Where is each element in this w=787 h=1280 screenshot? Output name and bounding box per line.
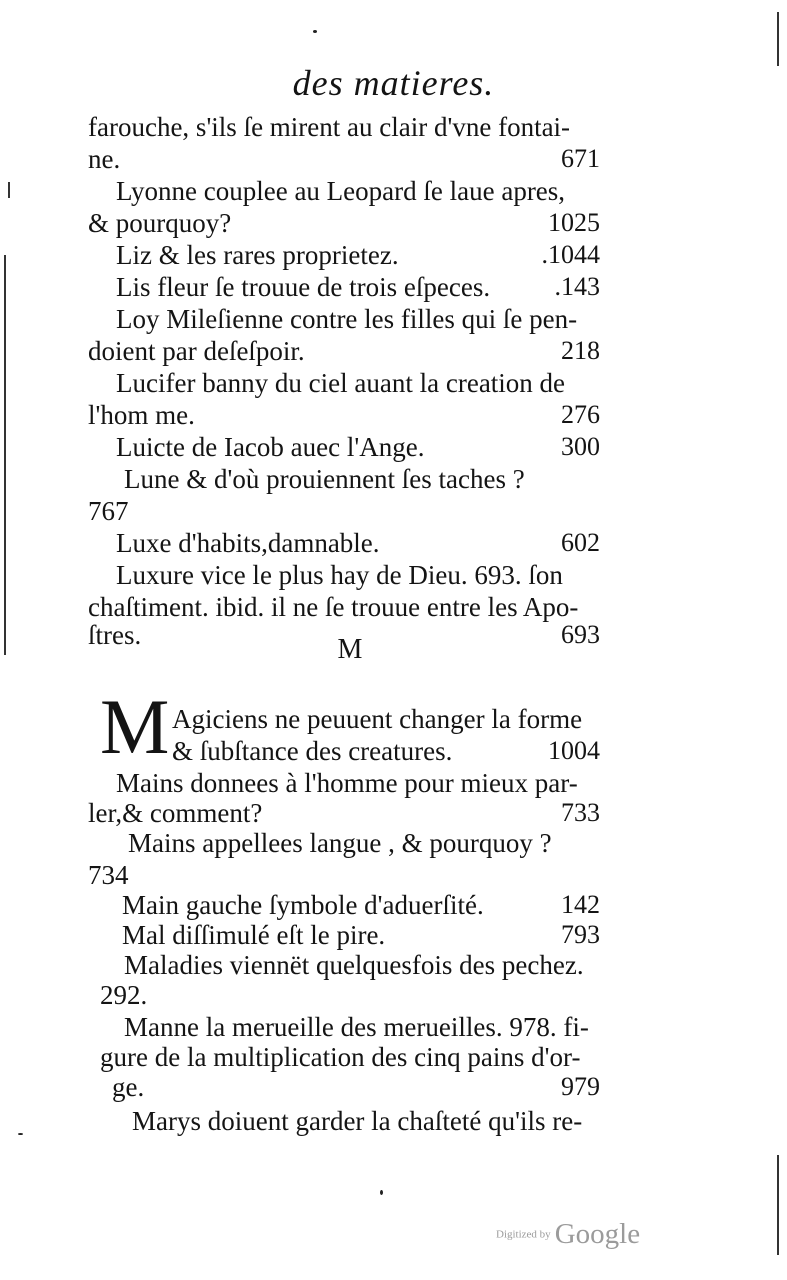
index-line: Luxure vice le plus hay de Dieu. 693. ſon (116, 560, 563, 590)
drop-cap: M (100, 683, 170, 770)
page-ref: .1044 (541, 240, 600, 269)
left-scan-edge-top (8, 182, 10, 198)
index-line: & ſubſtance des creatures. (172, 736, 453, 766)
index-line: Luicte de Iacob auec l'Ange. (116, 432, 425, 462)
watermark-prefix: Digitized by (496, 1228, 551, 1241)
index-line: Agiciens ne peuuent changer la forme (172, 704, 583, 734)
index-line: chaſtiment. ibid. il ne ſe trouue entre les Apo- (88, 592, 579, 622)
digitized-by-google-watermark (496, 1218, 640, 1251)
index-line: Manne la merueille des merueilles. 978. fi- (124, 1012, 589, 1042)
index-line: Luxe d'habits,damnable. (116, 528, 380, 558)
ink-speck (18, 1133, 23, 1135)
ink-speck (313, 30, 317, 33)
index-line: l'hom me. (88, 400, 195, 430)
page-ref: 671 (561, 144, 600, 173)
ink-speck (380, 1190, 383, 1195)
index-line: Lucifer banny du ciel auant la creation de (116, 368, 566, 398)
page-ref: .143 (554, 272, 600, 301)
page-ref: 142 (561, 890, 600, 919)
index-line: ne. (88, 144, 121, 174)
index-line: Main gauche ſymbole d'aduerſité. (122, 890, 484, 920)
page-ref: 693 (561, 620, 600, 649)
page-ref: 602 (561, 528, 600, 557)
index-line: Marys doiuent garder la chaſteté qu'ils re- (132, 1106, 583, 1136)
page-ref: 1025 (548, 208, 600, 237)
index-line: doient par deſeſpoir. (88, 336, 305, 366)
index-line: farouche, s'ils ſe mirent au clair d'vne fontai- (88, 112, 571, 142)
right-scan-edge (777, 12, 779, 66)
page-ref: 793 (561, 920, 600, 949)
page-ref: 276 (561, 400, 600, 429)
index-line: Maladies viennët quelquesfois des pechez. (124, 950, 584, 980)
index-line: 734 (88, 860, 129, 890)
index-line: Loy Mileſienne contre les filles qui ſe pen- (116, 304, 578, 334)
page-ref: 218 (561, 336, 600, 365)
index-line: ſtres. (88, 620, 142, 650)
index-line: Mains appellees langue , & pourquoy ? (128, 828, 552, 858)
page-ref: 733 (561, 798, 600, 827)
index-line: Mains donnees à l'homme pour mieux par- (116, 768, 578, 798)
index-line: ge. (112, 1072, 145, 1102)
watermark-brand: Google (554, 1218, 641, 1250)
running-head: des matieres. (292, 63, 495, 103)
page-ref: 300 (561, 432, 600, 461)
index-line: Liz & les rares proprietez. (116, 240, 399, 270)
index-line: 292. (100, 980, 148, 1010)
left-scan-edge (4, 255, 6, 655)
page-ref: 979 (561, 1072, 600, 1101)
index-line: & pourquoy? (88, 208, 232, 238)
index-line: Mal diſſimulé eſt le pire. (122, 920, 386, 950)
right-scan-edge-bottom (777, 1155, 779, 1255)
section-letter: M (337, 634, 363, 665)
page-ref: 1004 (548, 736, 600, 765)
index-line: Lune & d'où prouiennent ſes taches ? (124, 464, 525, 494)
index-line: Lis fleur ſe trouue de trois eſpeces. (116, 272, 491, 302)
index-line: Lyonne couplee au Leopard ſe laue apres, (116, 176, 566, 206)
index-line: 767 (88, 496, 129, 526)
index-line: gure de la multiplication des cinq pains d'or- (100, 1042, 581, 1072)
index-line: ler,& comment? (88, 798, 263, 828)
